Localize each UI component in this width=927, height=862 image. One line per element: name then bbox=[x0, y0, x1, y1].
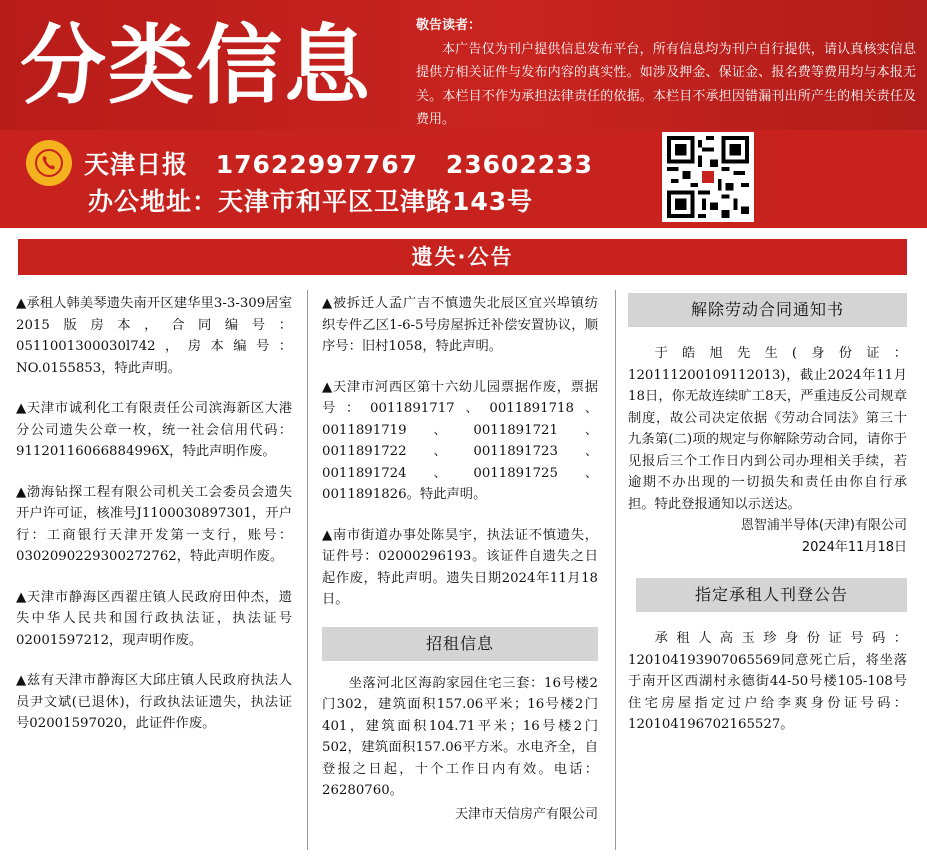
tenant-notice-heading: 指定承租人刊登公告 bbox=[636, 578, 907, 612]
contact-text bbox=[84, 145, 611, 181]
column-notices-3 bbox=[628, 293, 907, 736]
tenant-notice-body: 承租人高玉珍身份证号码：120104193907065569同意死亡后，将坐落于南开区西湖村永德街44-50号楼105-108号住宅房屋指定过户给李爽身份证号码：120104196702165527。 bbox=[628, 631, 907, 732]
notice-title: 敬告读者： bbox=[416, 18, 482, 33]
termination-notice-body: 于皓旭先生(身份证：120111200109112013)，截止2024年11月18日，你无故连续旷工8天，严重违反公司规章制度，故公司决定依据《劳动合同法》第三十九条第(二)项的规定与你解除劳动合同，请你于见报后三个工作日内到公司办理相关手续，若逾期不办出现的一切损失和责任由你自行承担。特此登报通知以示送达。 bbox=[628, 346, 907, 512]
section-logo-title: 分类信息 bbox=[20, 16, 372, 116]
office-address: 办公地址：天津市和平区卫津路143号 bbox=[88, 187, 534, 216]
lost-notice-item: ▲南市街道办事处陈昊宇，执法证不慎遗失，证件号：02000296193。该证件自遗失之日起作废，特此声明。遗失日期2024年11月18日。 bbox=[322, 527, 598, 607]
qr-code bbox=[662, 132, 754, 222]
phone-number-1: 17622997767 bbox=[215, 150, 419, 179]
rental-info-body: 坐落河北区海韵家园住宅三套：16号楼2门302，建筑面积157.06平米；16号楼2门401，建筑面积104.71平米；16号楼2门502，建筑面积157.06平方米。水电齐全，自登报之日起，十个工作日内有效。电话：26280760。 bbox=[322, 675, 598, 798]
termination-notice-heading: 解除劳动合同通知书 bbox=[628, 293, 907, 327]
section-title-bar: 遗失·公告 bbox=[18, 239, 907, 275]
notice-body: 本广告仅为刊户提供信息发布平台，所有信息均为刊户自行提供，请认真核实信息提供方相关证件与发布内容的真实性。如涉及押金、保证金、报名费等费用均与本报无关。本栏目不作为承担法律责任的依据。本栏目不承担因错漏刊出所产生的相关责任及费用。 bbox=[416, 41, 916, 127]
column-lost-notices-2 bbox=[322, 293, 598, 825]
lost-notice-item: ▲兹有天津市静海区大邱庄镇人民政府执法人员尹文斌(已退休)，行政执法证遗失，执法证号02001597020，此证件作废。 bbox=[16, 673, 292, 731]
lost-notice-item: ▲被拆迁人孟广吉不慎遗失北辰区宜兴埠镇纺织专件乙区1-6-5号房屋拆迁补偿安置协议，顺序号：旧村1058，特此声明。 bbox=[322, 296, 598, 354]
termination-notice-signature: 恩智浦半导体(天津)有限公司 bbox=[740, 518, 907, 533]
lost-notice-item: ▲天津市诚利化工有限责任公司滨海新区大港分公司遗失公章一枚，统一社会信用代码：91120116066884996X，特此声明作废。 bbox=[16, 401, 292, 459]
paper-name: 天津日报 bbox=[84, 150, 189, 179]
contact-row bbox=[26, 140, 611, 186]
rental-info-heading: 招租信息 bbox=[322, 627, 598, 661]
phone-number-2: 23602233 bbox=[445, 150, 593, 179]
lost-notice-item: ▲天津市河西区第十六幼儿园票据作废，票据号：0011891717、0011891718、0011891719、0011891721、0011891722、0011891723、0011891724、0011891725、0011891826。特此声明。 bbox=[322, 379, 598, 502]
column-lost-notices-1 bbox=[16, 293, 292, 754]
column-divider bbox=[615, 290, 616, 850]
rental-signature: 天津市天信房产有限公司 bbox=[454, 806, 598, 822]
phone-icon bbox=[26, 140, 72, 186]
reader-notice bbox=[416, 14, 916, 132]
classified-header bbox=[0, 0, 927, 228]
lost-notice-item: ▲天津市静海区西翟庄镇人民政府田仲杰，遗失中华人民共和国行政执法证，执法证号02001597212，现声明作废。 bbox=[16, 589, 292, 648]
termination-notice-date: 2024年11月18日 bbox=[801, 539, 907, 555]
lost-notice-item: ▲承租人韩美琴遗失南开区建华里3-3-309居室2015版房本，合同编号：0511001300030l742，房本编号：NO.0155853，特此声明。 bbox=[16, 296, 292, 376]
lost-notice-item: ▲渤海钻探工程有限公司机关工会委员会遗失开户许可证，核准号J1100030897301，开户行：工商银行天津开发第一支行，账号：0302090229300272762，特此声明作废。 bbox=[16, 484, 292, 564]
column-divider bbox=[307, 290, 308, 850]
